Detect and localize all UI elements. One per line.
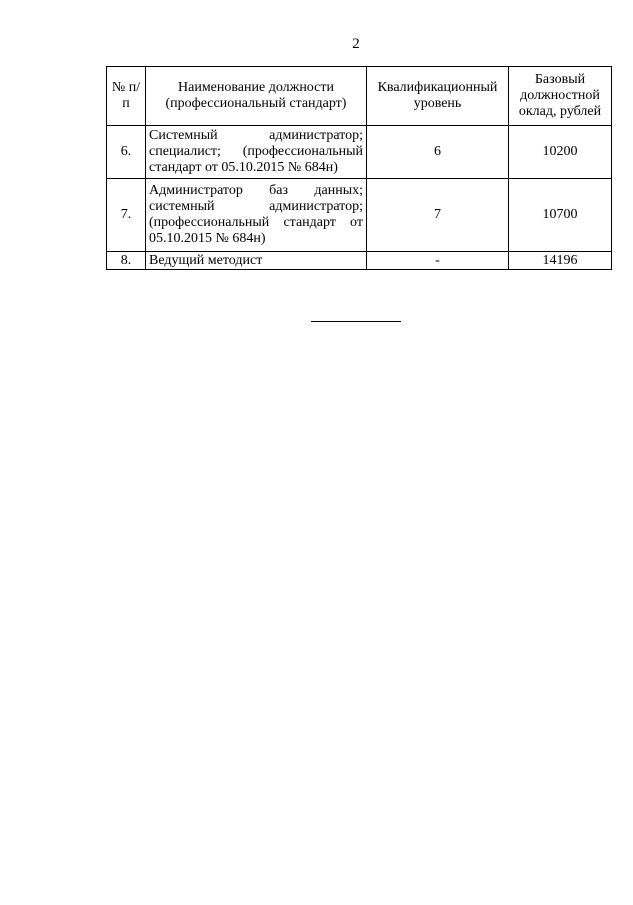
header-num: № п/п bbox=[107, 67, 146, 126]
table-row bbox=[107, 179, 612, 252]
table-row bbox=[107, 126, 612, 179]
header-qualification-level: Квалификационный уровень bbox=[367, 67, 509, 126]
row-position-name: Администратор баз данных; системный администратор; (профессиональный стандарт от 05.10.2015 № 684н) bbox=[146, 179, 367, 252]
end-of-document-line bbox=[311, 321, 401, 322]
row-num: 7. bbox=[107, 179, 146, 252]
row-base-salary: 10700 bbox=[509, 179, 612, 252]
table-header-row bbox=[107, 67, 612, 126]
row-position-name: Системный администратор; специалист; (профессиональный стандарт от 05.10.2015 № 684н) bbox=[146, 126, 367, 179]
positions-table bbox=[106, 66, 612, 270]
row-position-name: Ведущий методист bbox=[146, 252, 367, 270]
row-num: 8. bbox=[107, 252, 146, 270]
header-position-name: Наименование должности (профессиональный стандарт) bbox=[146, 67, 367, 126]
row-qualification-level: 7 bbox=[367, 179, 509, 252]
row-base-salary: 10200 bbox=[509, 126, 612, 179]
row-qualification-level: - bbox=[367, 252, 509, 270]
row-num: 6. bbox=[107, 126, 146, 179]
row-qualification-level: 6 bbox=[367, 126, 509, 179]
header-base-salary: Базовый должностной оклад, рублей bbox=[509, 67, 612, 126]
row-base-salary: 14196 bbox=[509, 252, 612, 270]
table-row bbox=[107, 252, 612, 270]
page-number: 2 bbox=[352, 36, 360, 52]
